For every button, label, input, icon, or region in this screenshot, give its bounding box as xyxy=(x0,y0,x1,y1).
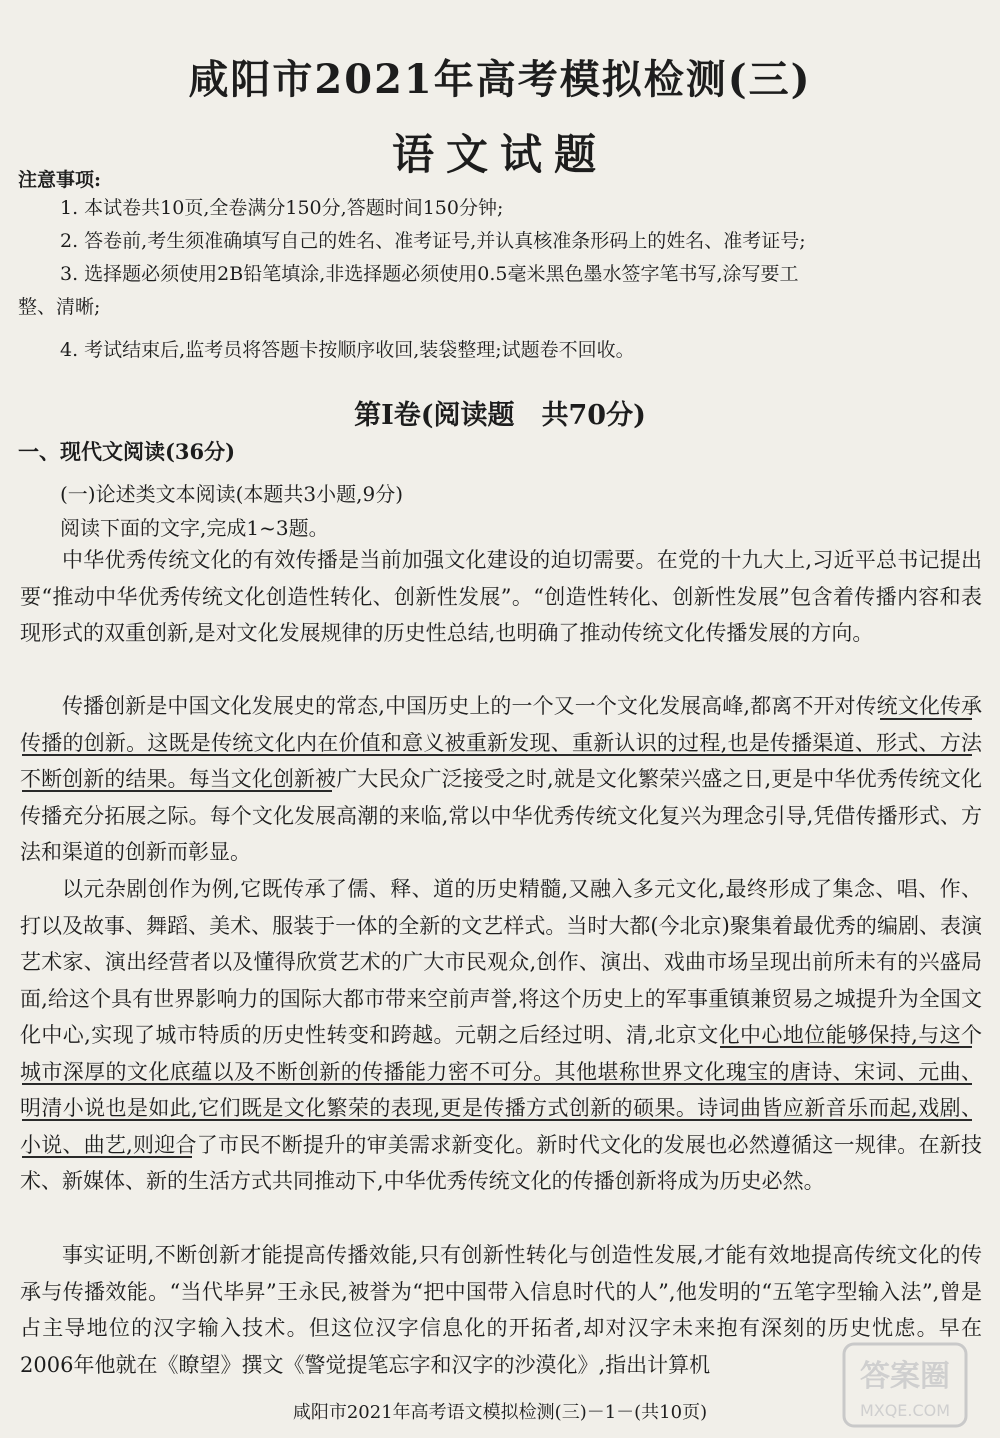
pen-underline xyxy=(22,1083,972,1085)
note-item-1: 1. 本试卷共10页,全卷满分150分,答题时间150分钟; xyxy=(60,197,504,219)
pen-underline xyxy=(880,718,972,720)
svg-text:答案圈: 答案圈 xyxy=(860,1359,950,1394)
watermark-logo-icon xyxy=(840,1340,970,1430)
pen-underline xyxy=(22,790,332,792)
pen-underline xyxy=(22,1119,972,1121)
note-item-3-cont: 整、清晰; xyxy=(18,296,101,318)
section-heading: 一、现代文阅读(36分) xyxy=(18,439,236,464)
pen-underline xyxy=(22,754,972,756)
passage-paragraph-1: 中华优秀传统文化的有效传播是当前加强文化建设的迫切需要。在党的十九大上,习近平总书记提出要“推动中华优秀传统文化创造性转化、创新性发展”。“创造性转化、创新性发展”包含着传播内容和表现形式的双重创新,是对文化发展规律的历史性总结,也明确了推动传统文化传播发展的方向。 xyxy=(20,548,982,645)
pen-underline xyxy=(720,1046,972,1048)
notes-heading: 注意事项: xyxy=(18,169,102,191)
passage-paragraph-4: 事实证明,不断创新才能提高传播效能,只有创新性转化与创造性发展,才能有效地提高传统文化的传承与传播效能。“当代毕昇”王永民,被誉为“把中国带入信息时代的人”,他发明的“五笔字型输入法”,曾是占主导地位的汉字输入技术。但这位汉字信息化的开拓者,却对汉字未来抱有深刻的历史忧虑。早在2006年他就在《瞭望》撰文《警觉提笔忘字和汉字的沙漠化》,指出计算机 xyxy=(20,1243,982,1377)
pen-underline xyxy=(22,1156,192,1158)
subsection-heading: (一)论述类文本阅读(本题共3小题,9分) xyxy=(60,482,404,506)
note-item-4: 4. 考试结束后,监考员将答题卡按顺序收回,装袋整理;试题卷不回收。 xyxy=(60,339,635,361)
page-footer: 咸阳市2021年高考语文模拟检测(三)－1－(共10页) xyxy=(292,1402,708,1423)
note-item-3: 3. 选择题必须使用2B铅笔填涂,非选择题必须使用0.5毫米黑色墨水签字笔书写,涂写要工 xyxy=(60,263,799,285)
exam-subject: 语文试题 xyxy=(391,130,608,179)
part-title: 第Ⅰ卷(阅读题 共70分) xyxy=(354,400,646,431)
exam-title: 咸阳市2021年高考模拟检测(三) xyxy=(188,56,812,103)
note-item-2: 2. 答卷前,考生须准确填写自己的姓名、准考证号,并认真核准条形码上的姓名、准考证号; xyxy=(60,230,806,252)
passage-paragraph-2: 传播创新是中国文化发展史的常态,中国历史上的一个又一个文化发展高峰,都离不开对传统文化传承传播的创新。这既是传统文化内在价值和意义被重新发现、重新认识的过程,也是传播渠道、形式、方法不断创新的结果。每当文化创新被广大民众广泛接受之时,就是文化繁荣兴盛之日,更是中华优秀传统文化传播充分拓展之际。每个文化发展高潮的来临,常以中华优秀传统文化复兴为理念引导,凭借传播形式、方法和渠道的创新而彰显。 xyxy=(20,694,982,864)
passage-paragraph-3: 以元杂剧创作为例,它既传承了儒、释、道的历史精髓,又融入多元文化,最终形成了集念、唱、作、打以及故事、舞蹈、美术、服装于一体的全新的文艺样式。当时大都(今北京)聚集着最优秀的编剧、表演艺术家、演出经营者以及懂得欣赏艺术的广大市民观众,创作、演出、戏曲市场呈现出前所未有的兴盛局面,给这个具有世界影响力的国际大都市带来空前声誉,将这个历史上的军事重镇兼贸易之城提升为全国文化中心,实现了城市特质的历史性转变和跨越。元朝之后经过明、清,北京文化中心地位能够保持,与这个城市深厚的文化底蕴以及不断创新的传播能力密不可分。其他堪称世界文化瑰宝的唐诗、宋词、元曲、明清小说也是如此,它们既是文化繁荣的表现,更是传播方式创新的硕果。诗词曲皆应新音乐而起,戏剧、小说、曲艺,则迎合了市民不断提升的审美需求新变化。新时代文化的发展也必然遵循这一规律。在新技术、新媒体、新的生活方式共同推动下,中华优秀传统文化的传播创新将成为历史必然。 xyxy=(20,877,982,1193)
reading-instruction: 阅读下面的文字,完成1~3题。 xyxy=(60,516,329,540)
svg-text:MXQE.COM: MXQE.COM xyxy=(859,1401,951,1420)
